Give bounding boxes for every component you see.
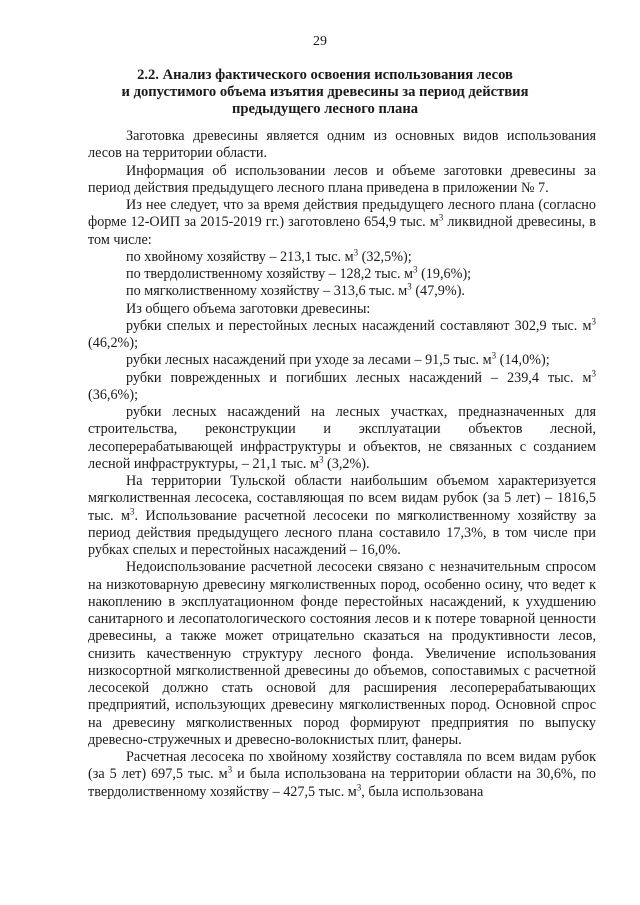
paragraph-11: Расчетная лесосека по хвойному хозяйству составляла по всем видам рубок (за 5 лет) 697,5 тыс. $м^3$ и была использована на территории области на 30,6%, по твердолиственному хозяйству – 427,5 тыс. $м^3$, была использована xyxy=(88,749,596,800)
paragraph-3: Из нее следует, что за время действия предыдущего лесного плана (согласно форме 12-ОИП за 2015-2019 гг.) заготовлено 654,9 тыс. $м^3$ ликвидной древесины, в том числе: xyxy=(88,197,596,248)
paragraph-4: Из общего объема заготовки древесины: xyxy=(126,300,371,317)
page-number: 29 xyxy=(313,34,327,49)
list-item-softleaved: по мягколиственному хозяйству – 313,6 тыс. $м^3$ (47,9%). xyxy=(126,281,465,300)
list-item-hardwood: по твердолиственному хозяйству – 128,2 тыс. $м^3$ (19,6%); xyxy=(126,264,472,282)
paragraph-10: Недоиспользование расчетной лесосеки связано с незначительным спросом на низкотоварную древесину мягколиственных пород, особенно осину, что ведет к накоплению в эксплуатационном фонде перестойных насаждений, к ухудшению санитарного и лесопатологического состояния лесов и к потере товарной ценности древесины, а также может отрицательно сказаться на продуктивности лесов, снизить качественную структуру лесного фонда. Увеличение использования низкосортной мягколиственной древесины до объемов, сопоставимых с расчетной лесосекой должно стать основой для расширения лесоперерабатывающих предприятий, использующих древесину мягколиственных пород. Основной спрос на древесину мягколиственных пород формируют предприятия по выпуску древесно-стружечных и древесно-волокнистых плит, фанеры. xyxy=(88,559,596,748)
list-item-softwood: по хвойному хозяйству – 213,1 тыс. $м^3$ (32,5%); xyxy=(126,247,412,265)
paragraph-8: рубки лесных насаждений на лесных участках, предназначенных для строительства, реконструкции и эксплуатации объектов лесной, лесоперерабатывающей инфраструктуры и объектов, не связанных с созданием лесной инфраструктуры, – 21,1 тыс. $м^3$ (3,2%). xyxy=(88,404,596,472)
heading-line-3: предыдущего лесного плана xyxy=(231,101,419,117)
paragraph-7: рубки поврежденных и погибших лесных насаждений – 239,4 тыс. $м^3$ (36,6%); xyxy=(88,367,596,403)
body-text xyxy=(88,128,596,801)
heading-line-2: и допустимого объема изъятия древесины за период действия xyxy=(121,84,529,100)
paragraph-2: Информация об использовании лесов и объеме заготовки древесины за период действия предыдущего лесного плана приведена в приложении № 7. xyxy=(88,162,596,196)
heading-line-1: 2.2. Анализ фактического освоения использования лесов xyxy=(137,67,513,83)
paragraph-1: Заготовка древесины является одним из основных видов использования лесов на территории области. xyxy=(88,128,596,162)
paragraph-6: рубки лесных насаждений при уходе за лесами – 91,5 тыс. $м^3$ (14,0%); xyxy=(126,350,550,369)
paragraph-9: На территории Тульской области наибольшим объемом характеризуется мягколиственная лесосека, составляющая по всем видам рубок (за 5 лет) – 1816,5 тыс. $м^3$. Использование расчетной лесосеки по мягколиственному хозяйству за период действия предыдущего лесного плана составило 17,3%, в том числе при рубках спелых и перестойных насаждений – 16,0%. xyxy=(88,473,596,558)
paragraph-5: рубки спелых и перестойных лесных насаждений составляют 302,9 тыс. $м^3$ (46,2%); xyxy=(88,316,596,351)
section-heading xyxy=(90,67,560,118)
